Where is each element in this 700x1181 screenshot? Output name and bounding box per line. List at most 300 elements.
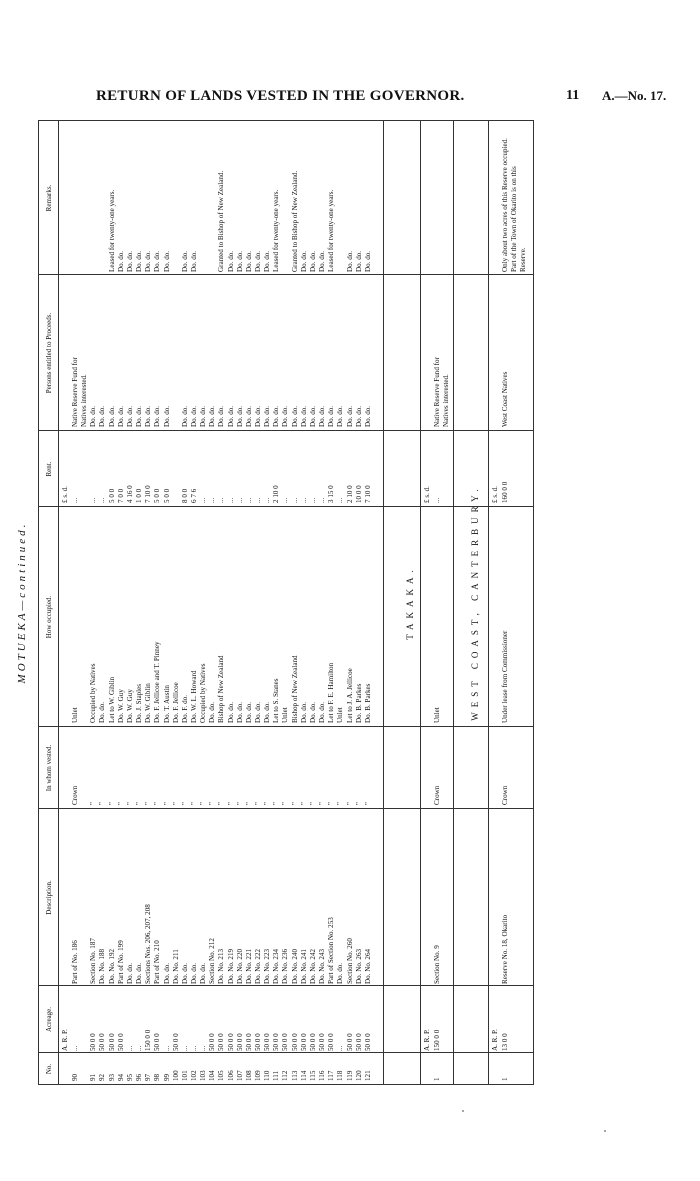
cell-persons: Do. do. [144, 405, 153, 427]
cell-persons: Native Reserve Fund for [433, 357, 441, 427]
cell-occupied: Under lease from Commissioner [501, 630, 509, 723]
cell-occupied: Do. T. Austin [162, 685, 171, 723]
cell-no: 90 [71, 1073, 79, 1081]
cell-persons: Do. do. [363, 405, 372, 427]
header-vested: In whom vested. [45, 744, 53, 792]
cell-no: 97 [144, 1073, 153, 1081]
cell-vested: " [135, 802, 144, 805]
cell-occupied: Unlet [336, 707, 345, 723]
cell-persons: Do. do. [125, 405, 134, 427]
cell-persons: Do. do. [290, 405, 299, 427]
cell-rent: 3 15 0 [327, 485, 336, 503]
cell-acreage: 13 0 0 [501, 1033, 509, 1051]
cell-acreage: 50 0 0 [171, 1033, 180, 1051]
cell-acreage: 50 0 0 [107, 1033, 116, 1051]
cell-vested: " [336, 802, 345, 805]
cell-vested: " [217, 802, 226, 805]
cell-persons: Do. do. [345, 405, 354, 427]
cell-no: 99 [162, 1073, 171, 1081]
cell-remarks: Do. do. [254, 250, 262, 272]
cell-description: Do. No. 264 [363, 948, 372, 984]
cell-persons: Do. do. [189, 405, 198, 427]
cell-description: Do. No. 243 [318, 948, 327, 984]
cell-rent: 6 7 6 [189, 488, 198, 503]
cell-no: 118 [336, 1070, 345, 1081]
cell-persons: Do. do. [327, 405, 336, 427]
cell-persons: Do. do. [308, 405, 317, 427]
cell-vested: " [235, 802, 244, 805]
cell-rent: ... [263, 497, 272, 503]
page-title: RETURN OF LANDS VESTED IN THE GOVERNOR. [96, 88, 465, 104]
cell-remarks: Do. do. [299, 250, 308, 272]
cell-no: 93 [107, 1073, 116, 1081]
cell-description: Do. do. [135, 962, 144, 984]
cell-description: Do. do. [180, 962, 189, 984]
cell-rent: 7 0 0 [116, 488, 125, 503]
cell-occupied: Do. F. Jellicoe and T. Pinney [153, 641, 162, 723]
col-rule [38, 274, 533, 275]
cell-no: 1 [433, 1077, 441, 1081]
cell-vested: " [98, 802, 107, 805]
cell-vested: " [299, 802, 308, 805]
rent-units: £ s. d. [491, 486, 499, 503]
cell-persons: Do. do. [254, 405, 262, 427]
cell-remarks: Do. do. [318, 250, 327, 272]
cell-occupied: Occupied by Natives [199, 663, 208, 723]
cell-rent: 5 0 0 [107, 488, 116, 503]
cell-vested: " [281, 802, 290, 805]
cell-vested: " [89, 802, 98, 805]
page-number: 11 [566, 88, 580, 103]
cell-acreage: ... [162, 1045, 171, 1051]
cell-no: 96 [135, 1073, 144, 1081]
cell-description: Section No. 9 [433, 945, 441, 984]
header-rule [58, 120, 59, 1085]
cell-acreage: 50 0 0 [98, 1033, 107, 1051]
cell-description: Do. No. 221 [244, 948, 253, 984]
westcoast-top-rule [488, 120, 489, 1085]
cell-rent: ... [98, 497, 107, 503]
header-occupied: How occupied. [45, 595, 53, 639]
cell-occupied: Do. W. Giblin [144, 683, 153, 723]
cell-rent: ... [235, 497, 244, 503]
col-rule [38, 726, 533, 727]
cell-vested: " [272, 802, 281, 805]
cell-acreage: 50 0 0 [226, 1033, 235, 1051]
cell-no: 115 [308, 1070, 317, 1081]
cell-remarks: Do. do. [226, 250, 235, 272]
cell-rent: ... [299, 497, 308, 503]
cell-occupied: Do. do. [263, 701, 272, 723]
acreage-units: A. R. P. [61, 1029, 69, 1051]
cell-vested: " [125, 802, 134, 805]
cell-remarks: Do. do. [125, 250, 134, 272]
cell-vested: Crown [433, 785, 441, 805]
cell-rent: 7 10 0 [144, 485, 153, 503]
cell-occupied: Unlet [71, 707, 79, 723]
cell-persons: Do. do. [208, 405, 217, 427]
cell-occupied: Let to J. A. Jellicoe [345, 668, 354, 723]
cell-occupied: Do. F. Jellicoe [171, 682, 180, 723]
cell-no: 113 [290, 1070, 299, 1081]
cell-vested: " [189, 802, 198, 805]
cell-acreage: ... [199, 1045, 208, 1051]
cell-no: 105 [217, 1070, 226, 1081]
cell-rent: 2 10 0 [272, 485, 281, 503]
cell-occupied: Do. J. Staples [135, 683, 144, 723]
rotated-table [16, 120, 688, 1085]
cell-occupied: Let to S. Stanes [272, 678, 281, 723]
cell-remarks: Only about two acres of this Reserve occupied. [501, 138, 509, 272]
cell-no: 109 [254, 1070, 262, 1081]
cell-description: Do. No. 240 [290, 948, 299, 984]
cell-acreage: 50 0 0 [290, 1033, 299, 1051]
cell-description: Part of No. 210 [153, 940, 162, 984]
cell-vested: " [354, 802, 363, 805]
cell-occupied: Let to F. E. Hamilton [327, 662, 336, 723]
cell-persons: Do. do. [272, 405, 281, 427]
cell-description: Part of Section No. 253 [327, 917, 336, 984]
cell-rent: ... [318, 497, 327, 503]
cell-occupied: Occupied by Natives [89, 663, 98, 723]
cell-remarks: Granted to Bishop of New Zealand. [217, 170, 226, 272]
cell-remarks: Part of the Town of Okarito is on this [510, 166, 518, 272]
cell-description: Section No. 260 [345, 938, 354, 984]
cell-persons: West Coast Natives [501, 371, 509, 427]
cell-acreage: 50 0 0 [345, 1033, 354, 1051]
col-rule [38, 506, 533, 507]
cell-no: 104 [208, 1070, 217, 1081]
cell-rent: 2 10 0 [345, 485, 354, 503]
cell-description: Do. No. 219 [226, 948, 235, 984]
motueka-end-rule [383, 120, 384, 1085]
cell-remarks: Do. do. [189, 250, 198, 272]
cell-persons: Do. do. [244, 405, 253, 427]
takaka-end-rule [453, 120, 454, 1085]
cell-rent: ... [244, 497, 253, 503]
cell-no: 112 [281, 1070, 290, 1081]
cell-vested: " [308, 802, 317, 805]
speck [462, 1110, 464, 1112]
cell-no: 91 [89, 1073, 98, 1081]
cell-description: Do. No. 263 [354, 948, 363, 984]
cell-acreage: 50 0 0 [89, 1033, 98, 1051]
cell-acreage: 50 0 0 [363, 1033, 372, 1051]
cell-occupied: Do. W. L. Howard [189, 670, 198, 723]
cell-no: 103 [199, 1070, 208, 1081]
cell-persons: Do. do. [199, 405, 208, 427]
cell-acreage: 50 0 0 [153, 1033, 162, 1051]
cell-remarks: Do. do. [144, 250, 153, 272]
cell-persons: Native Reserve Fund for [71, 357, 79, 427]
cell-description: Sections Nos. 206, 207, 208 [144, 904, 153, 984]
cell-occupied: Do. do. [299, 701, 308, 723]
cell-description: Do. No. 242 [308, 948, 317, 984]
cell-description: Do. No. 241 [299, 948, 308, 984]
cell-description: Do. do. [189, 962, 198, 984]
cell-rent: ... [308, 497, 317, 503]
cell-description: Section No. 212 [208, 938, 217, 984]
document-reference: A.—No. 17. [602, 88, 667, 103]
cell-description: Do. No. 213 [217, 948, 226, 984]
section-caption: MOTUEKA—continued. [16, 521, 28, 684]
cell-vested: " [318, 802, 327, 805]
cell-description: Section No. 187 [89, 938, 98, 984]
cell-persons: Do. do. [162, 405, 171, 427]
cell-rent: 4 16 0 [125, 485, 134, 503]
cell-remarks: Do. do. [363, 250, 372, 272]
cell-remarks: Granted to Bishop of New Zealand. [290, 170, 299, 272]
cell-description: Do. No. 211 [171, 949, 180, 984]
cell-acreage: 50 0 0 [263, 1033, 272, 1051]
cell-vested: " [327, 802, 336, 805]
cell-remarks: Do. do. [308, 250, 317, 272]
cell-occupied: Do. do. [308, 701, 317, 723]
cell-vested: " [171, 802, 180, 805]
cell-vested: " [345, 802, 354, 805]
cell-rent: ... [199, 497, 208, 503]
header-remarks: Remarks. [45, 184, 53, 212]
cell-persons: Do. do. [235, 405, 244, 427]
westcoast-label: WEST COAST, CANTERBURY. [470, 484, 480, 721]
table-bottom-rule [533, 120, 534, 1085]
cell-no: 106 [226, 1070, 235, 1081]
cell-vested: Crown [71, 785, 79, 805]
cell-occupied: Do. do. [208, 701, 217, 723]
cell-acreage: 50 0 0 [272, 1033, 281, 1051]
cell-acreage: 50 0 0 [208, 1033, 217, 1051]
cell-acreage: ... [336, 1045, 345, 1051]
cell-rent: 1 0 0 [135, 488, 144, 503]
cell-occupied: Do. B. Parkes [363, 683, 372, 723]
cell-rent: ... [433, 497, 441, 503]
cell-rent: ... [89, 497, 98, 503]
cell-vested: " [144, 802, 153, 805]
cell-description: Do. do. [199, 962, 208, 984]
cell-occupied: Do. F. do. [180, 694, 189, 723]
cell-persons: Do. do. [354, 405, 363, 427]
cell-occupied: Do. do. [226, 701, 235, 723]
cell-remarks: Leased for twenty-one years. [327, 189, 336, 272]
col-rule [38, 1084, 533, 1085]
cell-occupied: Do. B. Parkes [354, 683, 363, 723]
cell-rent: ... [71, 497, 79, 503]
cell-no: 117 [327, 1070, 336, 1081]
cell-no: 92 [98, 1073, 107, 1081]
cell-description: Part of No. 199 [116, 940, 125, 984]
cell-persons: Do. do. [116, 405, 125, 427]
cell-rent: ... [226, 497, 235, 503]
cell-no: 95 [125, 1073, 134, 1081]
cell-vested: " [107, 802, 116, 805]
cell-persons: Do. do. [226, 405, 235, 427]
cell-persons: Natives interested. [80, 374, 89, 427]
cell-description: Do. No. 234 [272, 948, 281, 984]
cell-no: 121 [363, 1070, 372, 1081]
col-rule [38, 120, 533, 121]
cell-remarks: Do. do. [153, 250, 162, 272]
cell-occupied: Unlet [433, 707, 441, 723]
cell-description: Reserve No. 18, Okarito [501, 914, 509, 984]
speck [604, 1130, 606, 1132]
cell-vested: " [153, 802, 162, 805]
cell-persons: Do. do. [153, 405, 162, 427]
cell-remarks: Do. do. [235, 250, 244, 272]
cell-acreage: 50 0 0 [299, 1033, 308, 1051]
cell-rent: 8 0 0 [180, 488, 189, 503]
takaka-label: TAKAKA. [405, 565, 415, 640]
cell-remarks: Reserve. [519, 247, 527, 272]
cell-description: Do. do. [336, 962, 345, 984]
cell-remarks: Do. do. [162, 250, 171, 272]
cell-remarks: Do. do. [135, 250, 144, 272]
cell-no: 110 [263, 1070, 272, 1081]
cell-acreage: 50 0 0 [254, 1033, 262, 1051]
header-no: No. [45, 1063, 53, 1075]
cell-vested: " [363, 802, 372, 805]
cell-vested: " [226, 802, 235, 805]
cell-persons: Do. do. [98, 405, 107, 427]
table-top-rule [38, 120, 39, 1085]
acreage-units: A. R. P. [423, 1029, 431, 1051]
cell-persons: Do. do. [107, 405, 116, 427]
cell-rent: 7 10 0 [363, 485, 372, 503]
cell-persons: Do. do. [336, 405, 345, 427]
cell-rent: 5 0 0 [162, 488, 171, 503]
cell-no: 114 [299, 1070, 308, 1081]
cell-persons: Do. do. [135, 405, 144, 427]
cell-no: 101 [180, 1070, 189, 1081]
cell-remarks: Do. do. [116, 250, 125, 272]
cell-vested: " [199, 802, 208, 805]
cell-description: Do. No. 220 [235, 948, 244, 984]
cell-persons: Do. do. [89, 405, 98, 427]
header-description: Description. [45, 880, 53, 915]
cell-occupied: Do. W. Guy [116, 689, 125, 723]
cell-description: Do. do. [162, 962, 171, 984]
cell-vested: Crown [501, 785, 509, 805]
cell-occupied: Do. W. Guy [125, 689, 134, 723]
cell-description: Do. No. 223 [263, 948, 272, 984]
cell-occupied: Do. do. [254, 701, 262, 723]
cell-persons: Do. do. [299, 405, 308, 427]
cell-rent: ... [208, 497, 217, 503]
cell-occupied: Bishop of New Zealand [290, 655, 299, 723]
cell-vested: " [244, 802, 253, 805]
cell-rent: 160 0 0 [501, 481, 509, 503]
cell-persons: Do. do. [281, 405, 290, 427]
cell-no: 1 [501, 1077, 509, 1081]
cell-remarks: Do. do. [345, 250, 354, 272]
cell-acreage: ... [189, 1045, 198, 1051]
cell-no: 111 [272, 1070, 281, 1081]
cell-acreage: 50 0 0 [327, 1033, 336, 1051]
cell-persons: Do. do. [318, 405, 327, 427]
cell-remarks: Do. do. [263, 250, 272, 272]
cell-rent: 10 0 0 [354, 485, 363, 503]
cell-acreage: 50 0 0 [235, 1033, 244, 1051]
cell-acreage: 150 0 0 [433, 1029, 441, 1051]
cell-vested: " [180, 802, 189, 805]
cell-description: Do. do. [125, 962, 134, 984]
cell-no: 94 [116, 1073, 125, 1081]
rent-units: £ s. d. [61, 486, 69, 503]
cell-occupied: Do. do. [318, 701, 327, 723]
cell-no: 120 [354, 1070, 363, 1081]
cell-vested: " [254, 802, 262, 805]
cell-occupied: Bishop of New Zealand [217, 655, 226, 723]
cell-description: Do. No. 192 [107, 948, 116, 984]
cell-no: 98 [153, 1073, 162, 1081]
cell-no: 107 [235, 1070, 244, 1081]
header-persons: Persons entitled to Proceeds. [45, 312, 53, 394]
cell-rent: 5 0 0 [153, 488, 162, 503]
cell-remarks: Leased for twenty-one years. [272, 189, 281, 272]
cell-occupied: Do. do. [98, 701, 107, 723]
cell-description: Do. No. 236 [281, 948, 290, 984]
cell-vested: " [162, 802, 171, 805]
col-rule [38, 808, 533, 809]
cell-acreage: 50 0 0 [281, 1033, 290, 1051]
col-rule [38, 430, 533, 431]
cell-rent: ... [290, 497, 299, 503]
cell-persons: Do. do. [180, 405, 189, 427]
cell-vested: " [290, 802, 299, 805]
cell-occupied: Unlet [281, 707, 290, 723]
cell-persons: Natives interested. [442, 374, 450, 427]
cell-occupied: Let to W. Giblin [107, 676, 116, 723]
rent-units: £ s. d. [423, 486, 431, 503]
cell-vested: " [208, 802, 217, 805]
cell-acreage: 50 0 0 [308, 1033, 317, 1051]
cell-persons: Do. do. [217, 405, 226, 427]
cell-acreage: ... [180, 1045, 189, 1051]
cell-remarks: Leased for twenty-one years. [107, 189, 116, 272]
cell-occupied: Do. do. [235, 701, 244, 723]
cell-rent: ... [217, 497, 226, 503]
cell-vested: " [263, 802, 272, 805]
cell-acreage: ... [125, 1045, 134, 1051]
cell-occupied: Do. do. [244, 701, 253, 723]
header-rent: Rent. [45, 461, 53, 477]
cell-remarks: Do. do. [244, 250, 253, 272]
header-acreage: Acreage. [45, 1006, 53, 1033]
cell-description: Do. No. 188 [98, 948, 107, 984]
acreage-units: A. R. P. [491, 1029, 499, 1051]
cell-no: 116 [318, 1070, 327, 1081]
cell-acreage: 50 0 0 [244, 1033, 253, 1051]
cell-remarks: Do. do. [354, 250, 363, 272]
cell-acreage: 50 0 0 [318, 1033, 327, 1051]
cell-acreage: ... [71, 1045, 79, 1051]
cell-rent: ... [254, 497, 262, 503]
cell-vested: " [116, 802, 125, 805]
cell-acreage: 50 0 0 [354, 1033, 363, 1051]
cell-no: 102 [189, 1070, 198, 1081]
cell-persons: Do. do. [263, 405, 272, 427]
cell-no: 119 [345, 1070, 354, 1081]
cell-rent: ... [281, 497, 290, 503]
cell-acreage: 50 0 0 [217, 1033, 226, 1051]
cell-remarks: Do. do. [180, 250, 189, 272]
cell-acreage: 150 0 0 [144, 1029, 153, 1051]
cell-acreage: 50 0 0 [116, 1033, 125, 1051]
cell-no: 108 [244, 1070, 253, 1081]
cell-description: Do. No. 222 [254, 948, 262, 984]
cell-description: Part of No. 186 [71, 940, 79, 984]
cell-acreage: ... [135, 1045, 144, 1051]
cell-rent: ... [336, 497, 345, 503]
